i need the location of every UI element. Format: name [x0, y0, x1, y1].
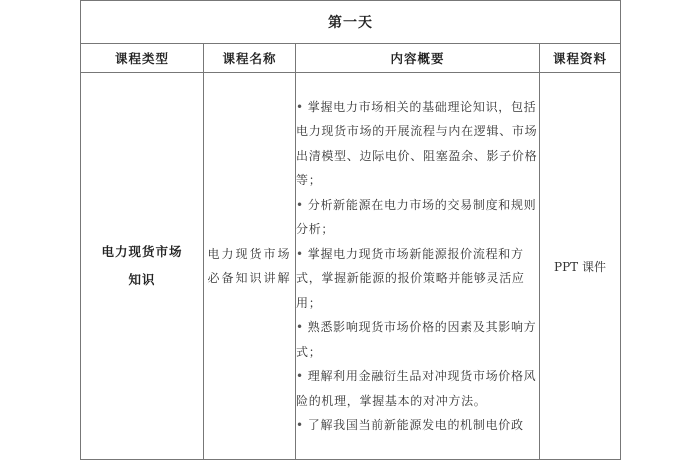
- content-item-text: 掌握电力市场相关的基础理论知识，包括电力现货市场的开展流程与内在逻辑、市场出清模型、边际电价、阻塞盈余、影子价格等；: [296, 99, 538, 187]
- header-course-name: 课程名称: [204, 44, 296, 73]
- day-title-row: [81, 1, 621, 44]
- bullet-icon: •: [296, 197, 304, 212]
- content-item: [296, 193, 539, 242]
- course-name-line: 电力现货市场: [207, 247, 292, 261]
- content-item-text: 掌握电力现货市场新能源报价流程和方式，掌握新能源的报价策略并能够灵活应用；: [296, 246, 525, 310]
- header-row: [81, 44, 621, 73]
- header-course-type: 课程类型: [81, 44, 204, 73]
- content-item: [296, 413, 539, 438]
- content-item-text: 熟悉影响现货市场价格的因素及其影响方式；: [296, 320, 537, 359]
- header-course-materials: 课程资料: [540, 44, 621, 73]
- content-item: [296, 95, 539, 193]
- content-item: [296, 242, 539, 316]
- course-type-line: 知识: [128, 272, 156, 287]
- course-name-line: 必备知识讲解: [207, 271, 292, 285]
- course-materials-cell: PPT 课件: [540, 73, 621, 460]
- content-item: [296, 315, 539, 364]
- bullet-icon: •: [296, 246, 304, 261]
- content-item-text: 分析新能源在电力市场的交易制度和规则分析；: [296, 197, 537, 236]
- day-title: 第一天: [81, 1, 621, 44]
- bullet-icon: •: [296, 320, 304, 334]
- bullet-icon: •: [296, 369, 304, 383]
- header-content-summary: 内容概要: [296, 44, 540, 73]
- course-type-cell: [81, 73, 204, 460]
- course-row: [81, 73, 621, 460]
- content-item-text: 理解利用金融衍生品对冲现货市场价格风险的机理，掌握基本的对冲方法。: [296, 369, 537, 408]
- course-type-line: 电力现货市场: [101, 244, 183, 259]
- content-item: [296, 364, 539, 413]
- bullet-icon: •: [296, 99, 304, 114]
- bullet-icon: •: [296, 418, 304, 432]
- course-schedule-table: [80, 0, 621, 460]
- content-item-text: 了解我国当前新能源发电的机制电价政: [307, 418, 524, 432]
- content-summary-cell: [296, 73, 540, 460]
- course-name-cell: [204, 73, 296, 460]
